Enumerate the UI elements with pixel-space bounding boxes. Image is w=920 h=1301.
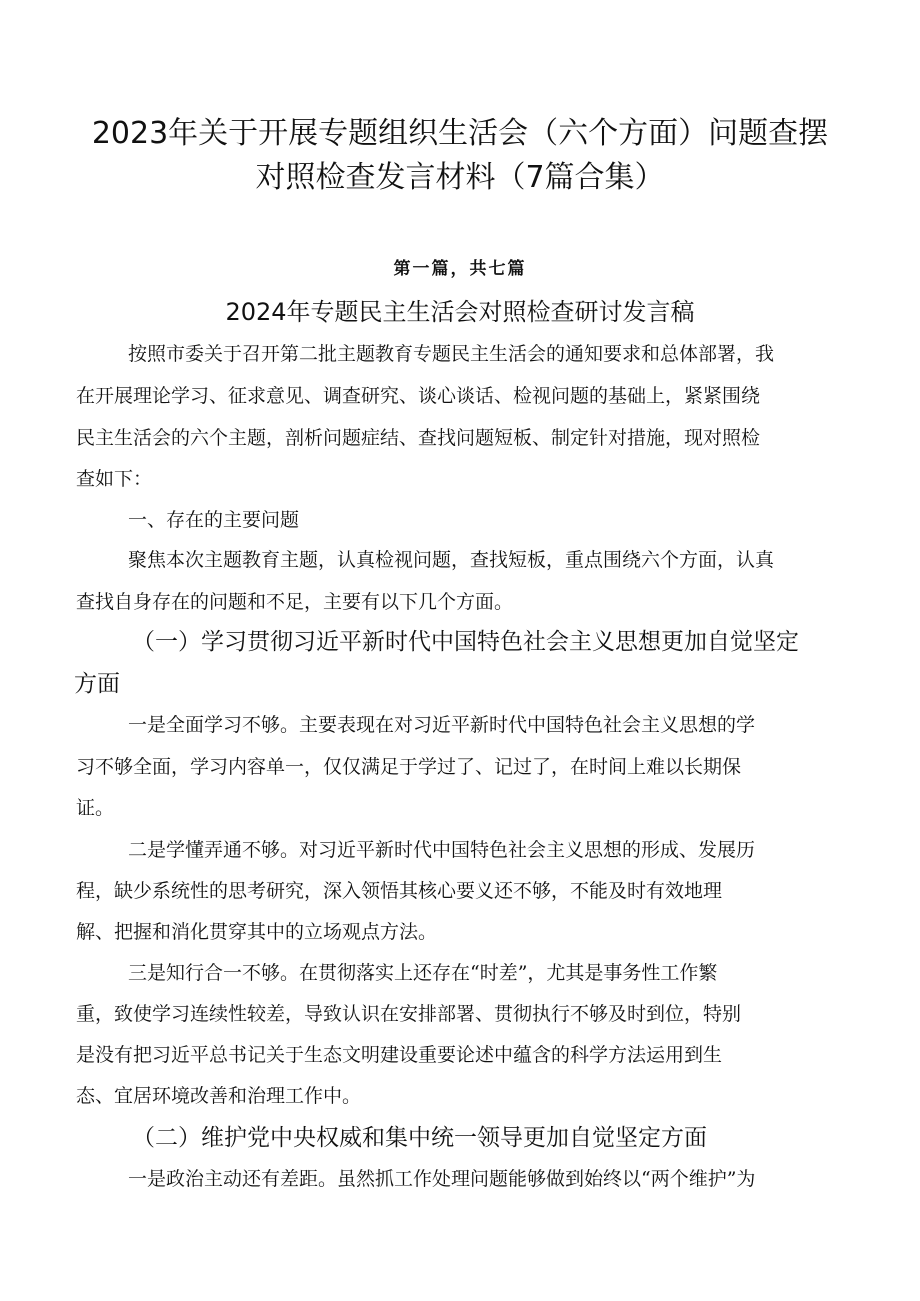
paragraph-line: 重，致使学习连续性较差，导致认识在安排部署、贯彻执行不够及时到位，特别 [76, 1003, 742, 1025]
article-title: 2024年专题民主生活会对照检查研讨发言稿 [225, 298, 695, 326]
subsection-heading-1-line-1: （一）学习贯彻习近平新时代中国特色社会主义思想更加自觉坚定 [132, 629, 799, 655]
intro-line: 查如下： [76, 468, 153, 490]
intro-line: 在开展理论学习、征求意见、调查研究、谈心谈话、检视问题的基础上，紧紧围绕 [76, 385, 761, 407]
intro-line: 民主生活会的六个主题，剖析问题症结、查找问题短板、制定针对措施，现对照检 [76, 427, 761, 449]
paragraph-line: 二是学懂弄通不够。对习近平新时代中国特色社会主义思想的形成、发展历 [128, 839, 756, 861]
subsection-heading-2: （二）维护党中央权威和集中统一领导更加自觉坚定方面 [132, 1125, 707, 1151]
subsection-heading-1-line-2: 方面 [74, 671, 120, 697]
paragraph-line: 解、把握和消化贯穿其中的立场观点方法。 [76, 921, 438, 943]
section1-body-line: 聚焦本次主题教育主题，认真检视问题，查找短板，重点围绕六个方面，认真 [128, 549, 775, 571]
document-title-line-1: 2023年关于开展专题组织生活会（六个方面）问题查摆 [91, 116, 829, 151]
paragraph-line: 态、宜居环境改善和治理工作中。 [76, 1085, 362, 1107]
paragraph-line: 三是知行合一不够。在贯彻落实上还存在“时差”，尤其是事务性工作繁 [128, 962, 718, 984]
paragraph-line: 证。 [76, 797, 115, 819]
paragraph-line: 习不够全面，学习内容单一，仅仅满足于学过了、记过了，在时间上难以长期保 [76, 756, 742, 778]
paragraph-line: 是没有把习近平总书记关于生态文明建设重要论述中蕴含的科学方法运用到生 [76, 1044, 723, 1066]
section1-body-line: 查找自身存在的问题和不足，主要有以下几个方面。 [76, 591, 514, 613]
paragraph-line: 程，缺少系统性的思考研究，深入领悟其核心要义还不够，不能及时有效地理 [76, 880, 723, 902]
part-label: 第一篇，共七篇 [393, 259, 527, 279]
document-title-line-2: 对照检查发言材料（7篇合集） [255, 160, 665, 195]
paragraph-line: 一是政治主动还有差距。虽然抓工作处理问题能够做到始终以“两个维护”为 [128, 1168, 756, 1190]
paragraph-line: 一是全面学习不够。主要表现在对习近平新时代中国特色社会主义思想的学 [128, 714, 756, 736]
section-heading-1: 一、存在的主要问题 [128, 509, 300, 531]
intro-line: 按照市委关于召开第二批主题教育专题民主生活会的通知要求和总体部署，我 [128, 343, 775, 365]
